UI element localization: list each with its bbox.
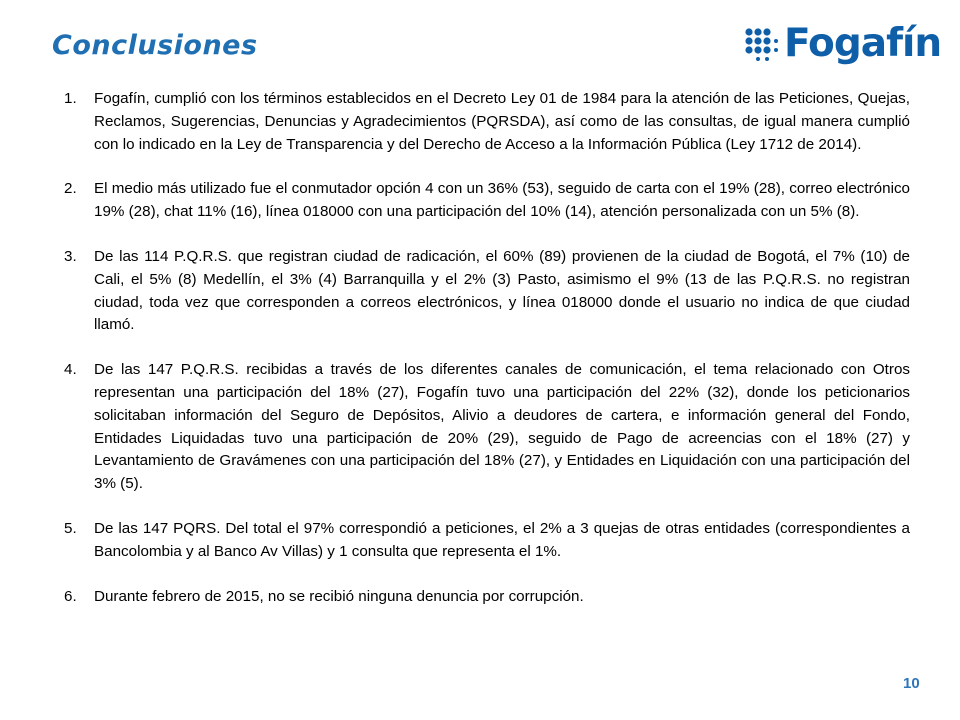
list-item	[64, 586, 910, 609]
list-item	[64, 178, 910, 224]
page-title: Conclusiones	[52, 30, 258, 61]
item-number: 4.	[64, 361, 77, 379]
item-text: De las 114 P.Q.R.S. que registran ciudad de radicación, el 60% (89) provienen de la ciudad de Bogotá, el 7% (10) de Cali, el 5% (8) Medellín, el 3% (4) Barranquilla y el 2% (3) Pasto, asimismo el 9% (13 de las P.Q.R.S. no registran ciudad, toda vez que corresponden a correos electrónicos, y línea 018000 donde el usuario no indica de que ciudad llamó.	[94, 247, 910, 334]
dot-grid-icon	[744, 27, 778, 61]
item-text: De las 147 PQRS. Del total el 97% correspondió a peticiones, el 2% a 3 quejas de otras entidades (correspondientes a Bancolombia y al Banco Av Villas) y 1 consulta que representa el 1%.	[94, 519, 910, 560]
item-text: De las 147 P.Q.R.S. recibidas a través de los diferentes canales de comunicación, el tema relacionado con Otros representan una participación del 18% (27), Fogafín tuvo una participación del 22% (32), donde los peticionarios solicitaban información del Seguro de Depósitos, Alivio a deudores de cartera, e información general del Fondo, Entidades Liquidadas tuvo una participación de 20% (29), seguido de Pago de acreencias con el 18% (27) y Levantamiento de Gravámenes con una participación del 18% (27), y Entidades en Liquidación con una participación del 3% (5).	[94, 361, 910, 493]
item-text: Fogafín, cumplió con los términos establecidos en el Decreto Ley 01 de 1984 para la atención de las Peticiones, Quejas, Reclamos, Sugerencias, Denuncias y Agradecimientos (PQRSDA), así como de las consultas, de igual manera cumplió con lo indicado en la Ley de Transparencia y del Derecho de Acceso a la Información Pública (Ley 1712 de 2014).	[94, 90, 910, 153]
fogafin-logo	[744, 21, 942, 66]
list-item	[64, 246, 910, 337]
item-number: 2.	[64, 180, 77, 198]
conclusions-list	[64, 88, 910, 630]
item-number: 1.	[64, 90, 77, 107]
list-item	[64, 518, 910, 564]
item-number: 3.	[64, 247, 77, 265]
item-text: Durante febrero de 2015, no se recibió ninguna denuncia por corrupción.	[94, 587, 584, 605]
item-text: El medio más utilizado fue el conmutador opción 4 con un 36% (53), seguido de carta con el 19% (28), correo electrónico 19% (28), chat 11% (16), línea 018000 con una participación del 10% (14), atención personalizada con un 5% (8).	[94, 180, 910, 221]
item-number: 5.	[64, 519, 77, 537]
item-number: 6.	[64, 587, 77, 605]
logo-wordmark: Fogafín	[784, 21, 942, 66]
list-item	[64, 359, 910, 496]
list-item	[64, 88, 910, 156]
page-number: 10	[903, 675, 920, 692]
